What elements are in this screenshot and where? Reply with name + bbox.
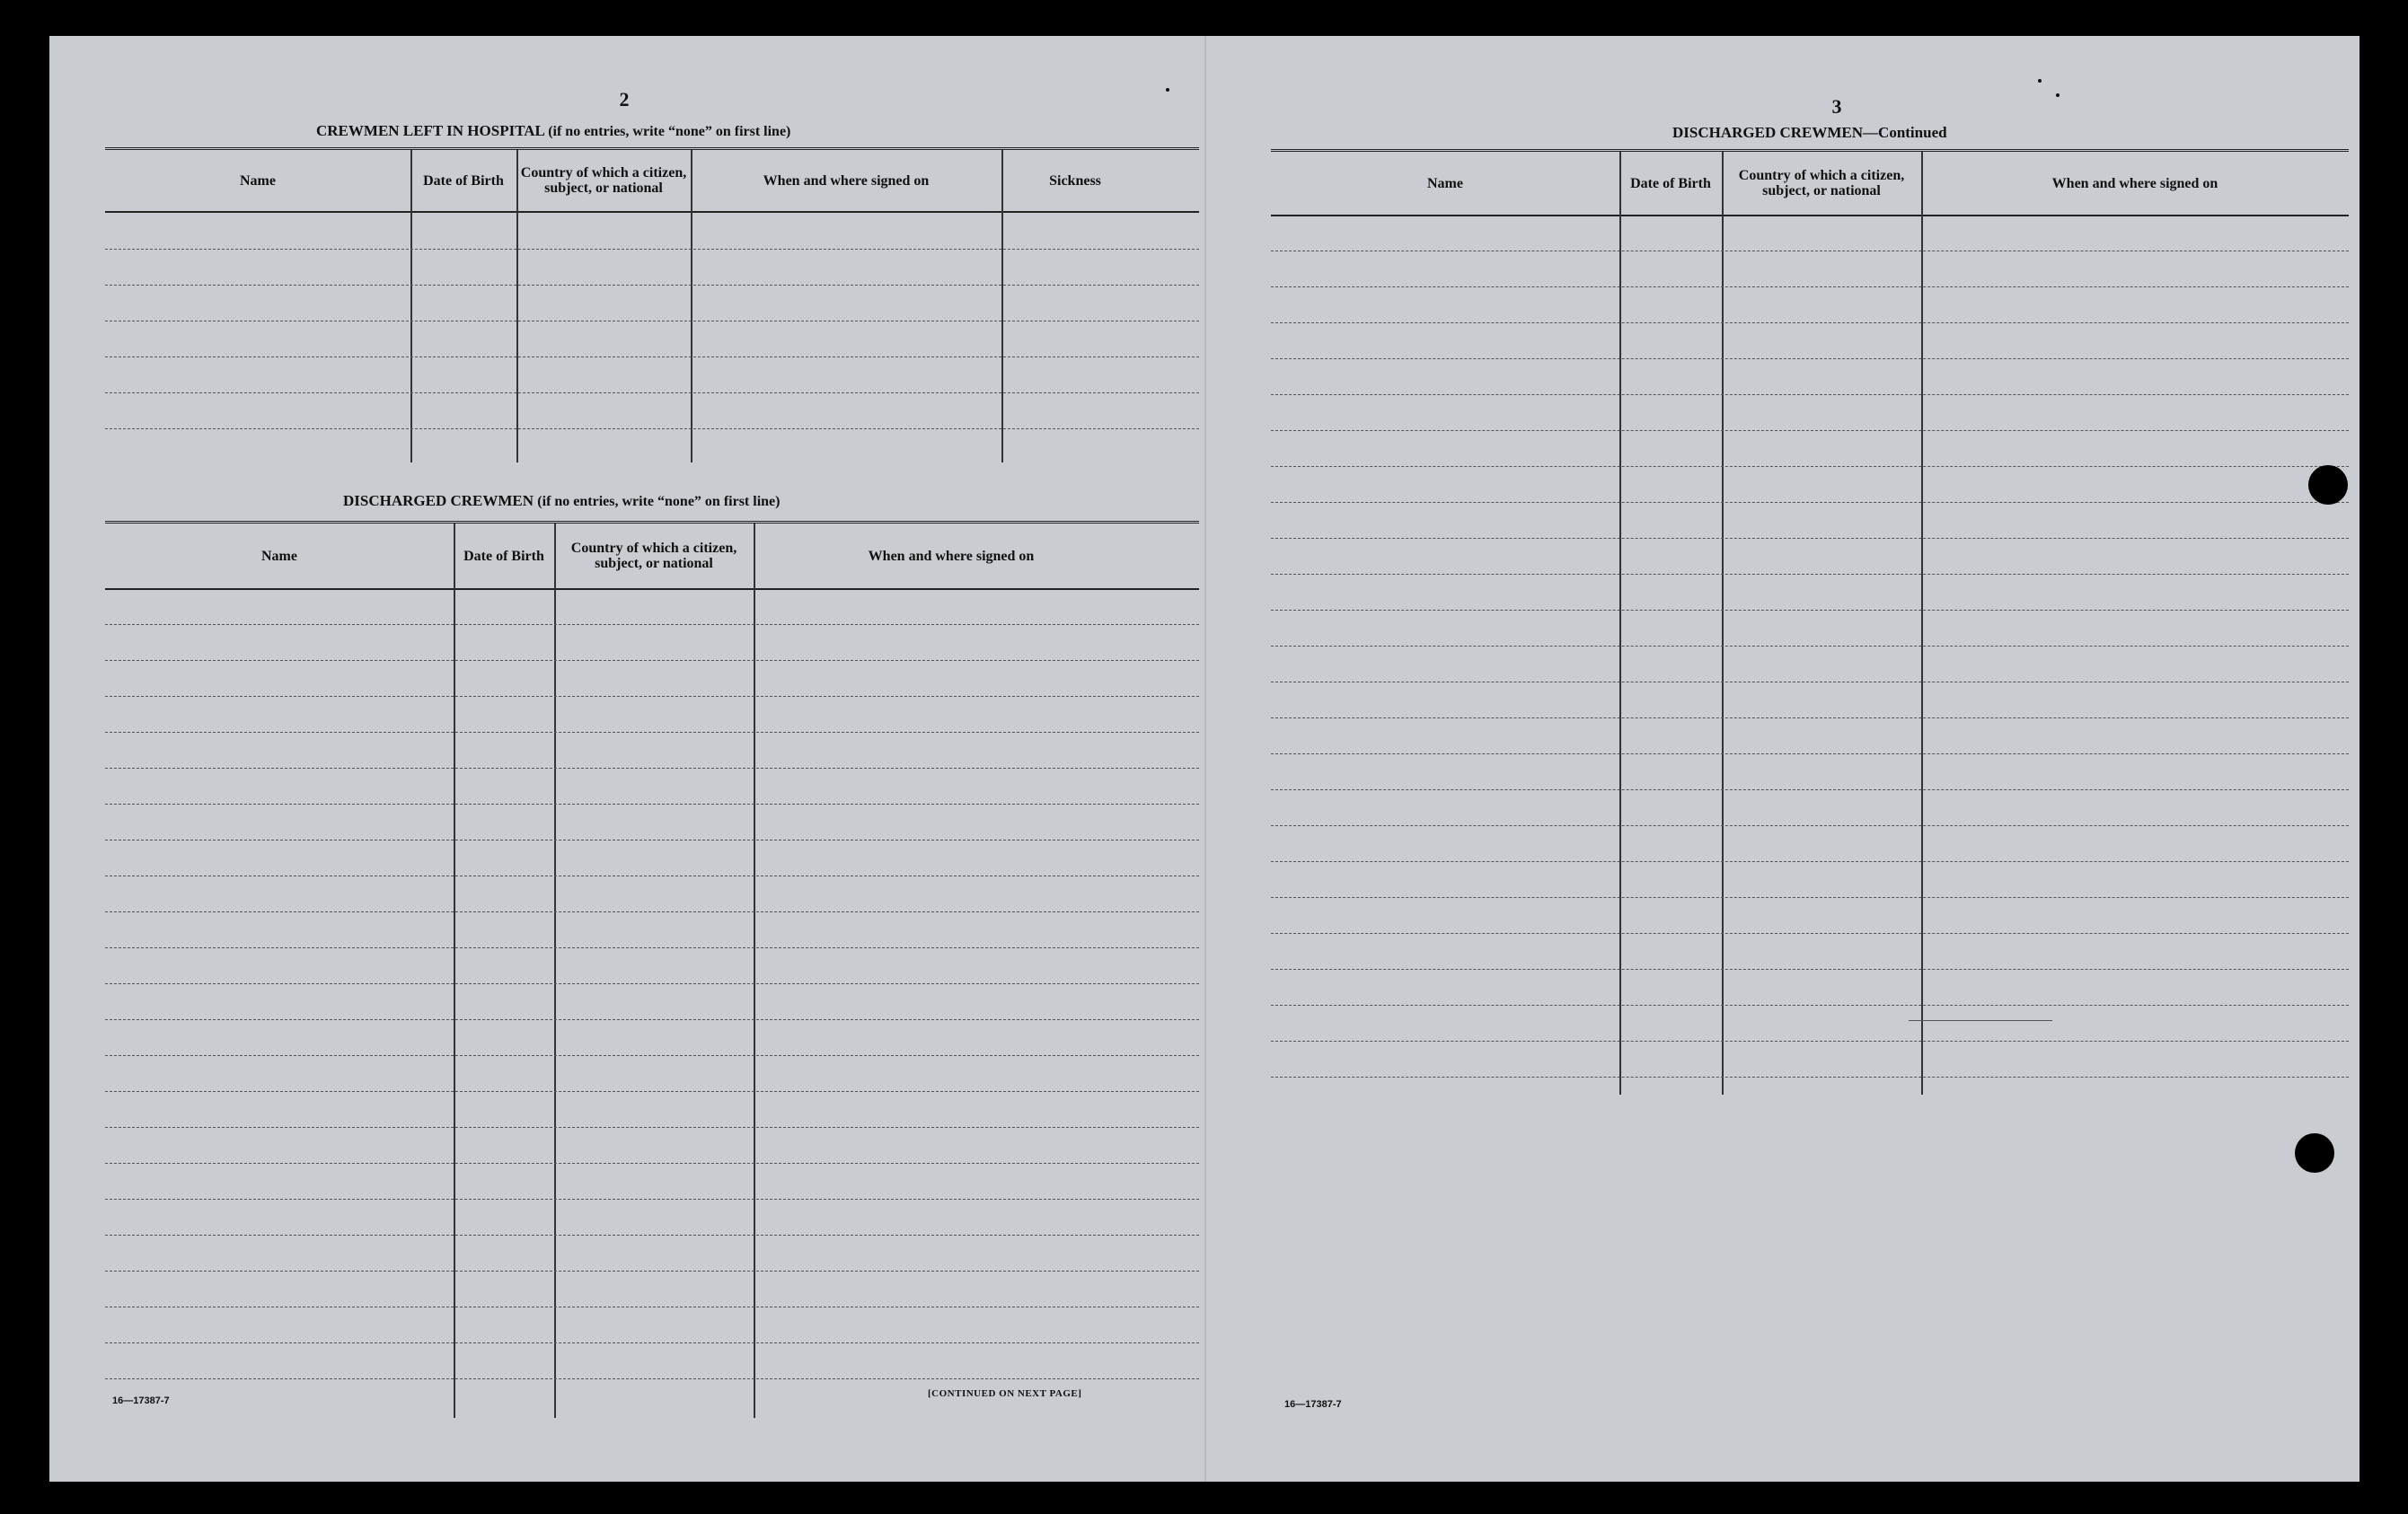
table-row (1271, 933, 2349, 934)
table-row (105, 696, 1199, 697)
table-row (105, 624, 1199, 625)
speck (2056, 93, 2060, 97)
hospital-title-note: (if no entries, write “none” on first line) (548, 124, 791, 139)
col-header-country: Country of which a citizen, subject, or national (1738, 168, 1905, 198)
page-3 (1226, 36, 2359, 1482)
col-header-date-of-birth: Date of Birth (1630, 175, 1711, 191)
discharged-title-note: (if no entries, write “none” on first line) (537, 494, 781, 509)
table-row (1271, 1077, 2349, 1078)
column-rule (1921, 152, 1923, 1095)
column-rule (1722, 152, 1724, 1095)
hospital-title-text: CREWMEN LEFT IN HOSPITAL (316, 122, 544, 139)
column-rule (410, 150, 412, 462)
table-row (105, 1235, 1199, 1236)
continued-note: [CONTINUED ON NEXT PAGE] (928, 1388, 1082, 1399)
column-rule (754, 524, 755, 1418)
table-row (1271, 825, 2349, 826)
column-rule (454, 524, 455, 1418)
table-row (105, 1019, 1199, 1020)
col-header-sickness: Sickness (1049, 172, 1101, 189)
table-row (1271, 538, 2349, 539)
table-row (1271, 789, 2349, 790)
table-row (1271, 286, 2349, 287)
col-header-name: Name (261, 548, 297, 564)
table-row (1271, 969, 2349, 970)
table-row (105, 428, 1199, 429)
table-row (105, 1055, 1199, 1056)
table-row (105, 732, 1199, 733)
col-header-country: Country of which a citizen, subject, or national (520, 165, 687, 196)
table-row (1271, 897, 2349, 898)
discharged-continued-table (1271, 149, 2349, 1092)
column-rule (1619, 152, 1621, 1095)
table-row (1271, 394, 2349, 395)
col-header-when-where-signed: When and where signed on (763, 172, 930, 189)
col-header-date-of-birth: Date of Birth (423, 172, 504, 189)
col-header-when-where-signed: When and where signed on (868, 548, 1035, 564)
col-header-country: Country of which a citizen, subject, or national (570, 541, 737, 571)
column-rule (1001, 150, 1003, 462)
discharged-section-title (343, 492, 780, 510)
table-row (105, 1127, 1199, 1128)
punch-hole (2295, 1133, 2334, 1173)
discharged-continued-title: DISCHARGED CREWMEN—Continued (1672, 124, 1947, 141)
hospital-section-title (316, 122, 790, 140)
table-row (105, 947, 1199, 948)
table-row (1271, 466, 2349, 467)
scanned-form-sheet (49, 36, 2359, 1482)
col-header-name: Name (240, 172, 276, 189)
table-row (1271, 610, 2349, 611)
hospital-table-header (105, 150, 1199, 213)
speck (2038, 79, 2042, 83)
table-row (105, 1163, 1199, 1164)
table-row (1271, 1005, 2349, 1006)
table-row (105, 660, 1199, 661)
table-row (105, 1271, 1199, 1272)
table-row (1271, 717, 2349, 718)
hospital-table (105, 147, 1199, 460)
table-row (105, 983, 1199, 984)
table-row (1271, 861, 2349, 862)
table-row (105, 285, 1199, 286)
table-row (1271, 502, 2349, 503)
table-row (105, 1199, 1199, 1200)
col-header-name: Name (1427, 175, 1463, 191)
page-2 (49, 36, 1190, 1482)
table-row (105, 1342, 1199, 1343)
table-row (105, 249, 1199, 250)
page-number: 3 (1831, 95, 1842, 118)
col-header-date-of-birth: Date of Birth (463, 548, 544, 564)
discharged-title-text: DISCHARGED CREWMEN (343, 492, 534, 509)
table-row (105, 392, 1199, 393)
col-header-when-where-signed: When and where signed on (2051, 175, 2218, 191)
column-rule (691, 150, 692, 462)
punch-hole (2308, 465, 2348, 505)
discharged-continued-header (1271, 152, 2349, 216)
page-number: 2 (619, 88, 630, 110)
page-fold (1204, 36, 1206, 1482)
table-row (105, 1091, 1199, 1092)
column-rule (516, 150, 518, 462)
table-row (105, 356, 1199, 357)
table-row (1271, 430, 2349, 431)
table-row (1271, 646, 2349, 647)
table-row (105, 804, 1199, 805)
table-row (105, 840, 1199, 841)
table-row (105, 1378, 1199, 1379)
signature-line (1909, 1020, 2052, 1021)
column-rule (554, 524, 556, 1418)
table-row (1271, 1041, 2349, 1042)
table-row (1271, 322, 2349, 323)
form-number: 16—17387-7 (1284, 1399, 1342, 1410)
form-number: 16—17387-7 (112, 1395, 170, 1406)
table-row (1271, 753, 2349, 754)
table-row (105, 768, 1199, 769)
table-row (1271, 574, 2349, 575)
table-row (105, 911, 1199, 912)
table-row (1271, 358, 2349, 359)
speck (1166, 88, 1169, 92)
discharged-table (105, 521, 1199, 1415)
discharged-table-header (105, 524, 1199, 590)
